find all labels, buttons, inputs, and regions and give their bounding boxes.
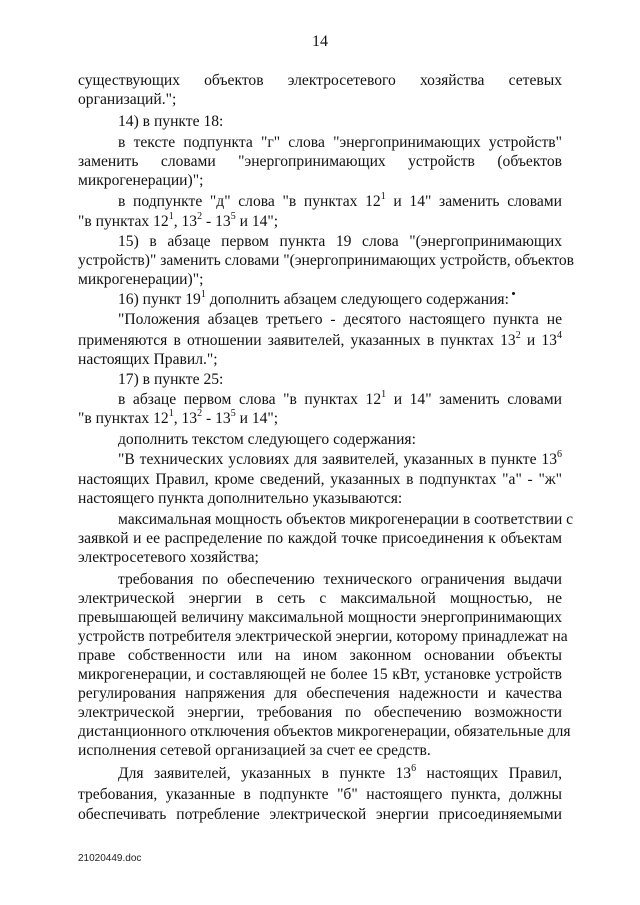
text-line: требования, указанные в подпункте "б" настоящего пункта, должны (78, 786, 562, 803)
text-line: 15) в абзаце первом пункта 19 слова "(энергопринимающих (118, 233, 562, 250)
text-line: праве собственности или на ином законном основании объекты (78, 647, 562, 664)
text-line: электрической энергии в сеть с максимальной мощностью, не (78, 590, 562, 607)
text-line: дистанционного отключения объектов микрогенерации, обязательные для (78, 723, 571, 740)
text-line: регулирования напряжения для обеспечения надежности и качества (78, 685, 562, 702)
text-line: организаций."; (78, 91, 177, 108)
text-line: "в пунктах $12^1$, $13^2 - 13^5$ и 14"; (78, 407, 279, 427)
footer-filename: 21020449.doc (78, 853, 142, 864)
stray-dot-mark (512, 292, 515, 295)
text-line: исполнения сетевой организацией за счет ее средств. (78, 742, 431, 759)
text-line: превышающей величину максимальной мощности энергопринимающих (78, 609, 562, 626)
text-line: "Положения абзацев третьего - десятого настоящего пункта не (118, 311, 562, 328)
page-number: 14 (312, 33, 328, 50)
text-line: электрической энергии, требования по обеспечению возможности (78, 704, 562, 721)
text-line: устройств)" заменить словами "(энергопринимающих устройств, объектов (78, 252, 574, 269)
text-line: 16) пункт $19^1$ дополнить абзацем следующего содержания: (118, 288, 509, 308)
text-line: требования по обеспечению технического ограничения выдачи (118, 571, 562, 588)
text-line: заявкой и ее распределение по каждой точке присоединения к объектам (78, 530, 562, 547)
text-line: настоящего пункта дополнительно указываются: (78, 490, 403, 507)
text-line: микрогенерации)"; (78, 271, 204, 288)
text-line: микрогенерации, и составляющей не более 15 кВт, установке устройств (78, 666, 562, 683)
text-line: дополнить текстом следующего содержания: (118, 431, 416, 448)
text-line: "в пунктах $12^1$, $13^2 - 13^5$ и 14"; (78, 210, 279, 230)
text-line: настоящих Правил."; (78, 351, 218, 368)
text-line: микрогенерации)"; (78, 172, 204, 189)
text-line: обеспечивать потребление электрической энергии присоединяемыми (78, 806, 562, 823)
text-line: "В технических условиях для заявителей, указанных в пункте $13^6$ (118, 448, 562, 468)
text-line: в тексте подпункта "г" слова "энергопринимающих устройств" (118, 134, 562, 151)
text-line: существующих объектов электросетевого хозяйства сетевых (78, 72, 562, 89)
text-line: 17) в пункте 25: (118, 371, 224, 388)
text-line: в абзаце первом слова "в пунктах $12^1$ и 14" заменить словами (118, 388, 562, 408)
text-line: применяются в отношении заявителей, указанных в пунктах $13^2$ и $13^4$ (78, 329, 562, 349)
text-line: в подпункте "д" слова "в пунктах $12^1$ и 14" заменить словами (118, 190, 562, 210)
text-line: настоящих Правил, кроме сведений, указанных в подпунктах "а" - "ж" (78, 471, 562, 488)
text-line: Для заявителей, указанных в пункте $13^6$ настоящих Правил, (118, 762, 562, 782)
text-line: 14) в пункте 18: (118, 113, 224, 130)
text-line: устройств потребителя электрической энергии, которому принадлежат на (78, 628, 568, 645)
text-line: заменить словами "энергопринимающих устройств (объектов (78, 153, 562, 170)
text-line: электросетевого хозяйства; (78, 549, 259, 566)
text-line: максимальная мощность объектов микрогенерации в соответствии с (118, 511, 574, 528)
